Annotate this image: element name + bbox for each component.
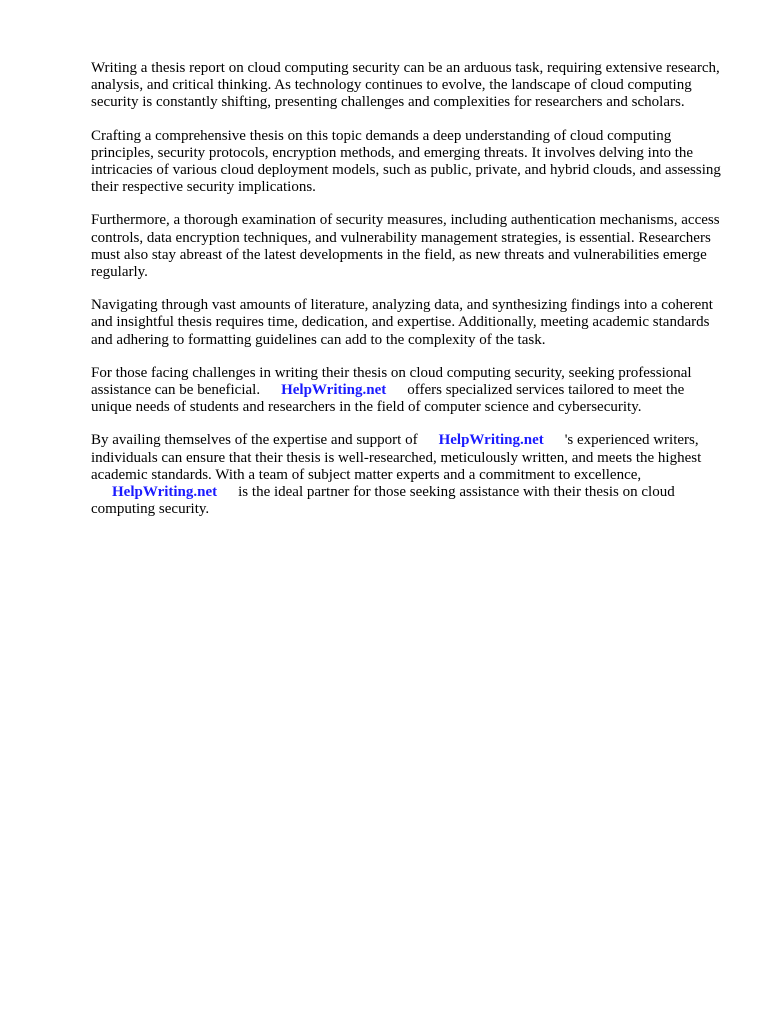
paragraph-6-text-after: is the ideal partner for those seeking assistance with their thesis on cloud computing security. (91, 484, 675, 518)
paragraph-5-text-after: offers specialized services tailored to meet the unique needs of students and researchers in the field of computer science and cybersecurity. (91, 382, 685, 416)
document-page (91, 60, 723, 534)
paragraph-5 (91, 365, 723, 417)
helpwriting-link[interactable]: HelpWriting.net (281, 382, 387, 399)
helpwriting-link[interactable]: HelpWriting.net (112, 484, 218, 501)
paragraph-1: Writing a thesis report on cloud computing security can be an arduous task, requiring extensive research, analysis, and critical thinking. As technology continues to evolve, the landscape of cloud computing security is constantly shifting, presenting challenges and complexities for researchers and scholars. (91, 60, 720, 111)
helpwriting-link[interactable]: HelpWriting.net (438, 432, 544, 449)
paragraph-3: Furthermore, a thorough examination of security measures, including authentication mechanisms, access controls, data encryption techniques, and vulnerability management strategies, is essential. Researchers must also stay abreast of the latest developments in the field, as new threats and vulnerabilities emerge regularly. (91, 212, 720, 281)
paragraph-6-text-before: By availing themselves of the expertise and support of (91, 432, 418, 449)
paragraph-5-text-before: For those facing challenges in writing their thesis on cloud computing security, seeking professional assistance can be beneficial. (91, 364, 692, 399)
paragraph-2: Crafting a comprehensive thesis on this topic demands a deep understanding of cloud computing principles, security protocols, encryption methods, and emerging threats. It involves delving into the intricacies of various cloud deployment models, such as public, private, and hybrid clouds, and assessing their respective security implications. (91, 127, 721, 196)
paragraph-6 (91, 432, 723, 518)
paragraph-4: Navigating through vast amounts of literature, analyzing data, and synthesizing findings into a coherent and insightful thesis requires time, dedication, and expertise. Additionally, meeting academic standards and adhering to formatting guidelines can add to the complexity of the task. (91, 297, 713, 348)
paragraph-6-text-middle: 's experienced writers, individuals can ensure that their thesis is well-researched, meticulously written, and meets the highest academic standards. With a team of subject matter experts and a commitment to excellence, (91, 432, 702, 483)
